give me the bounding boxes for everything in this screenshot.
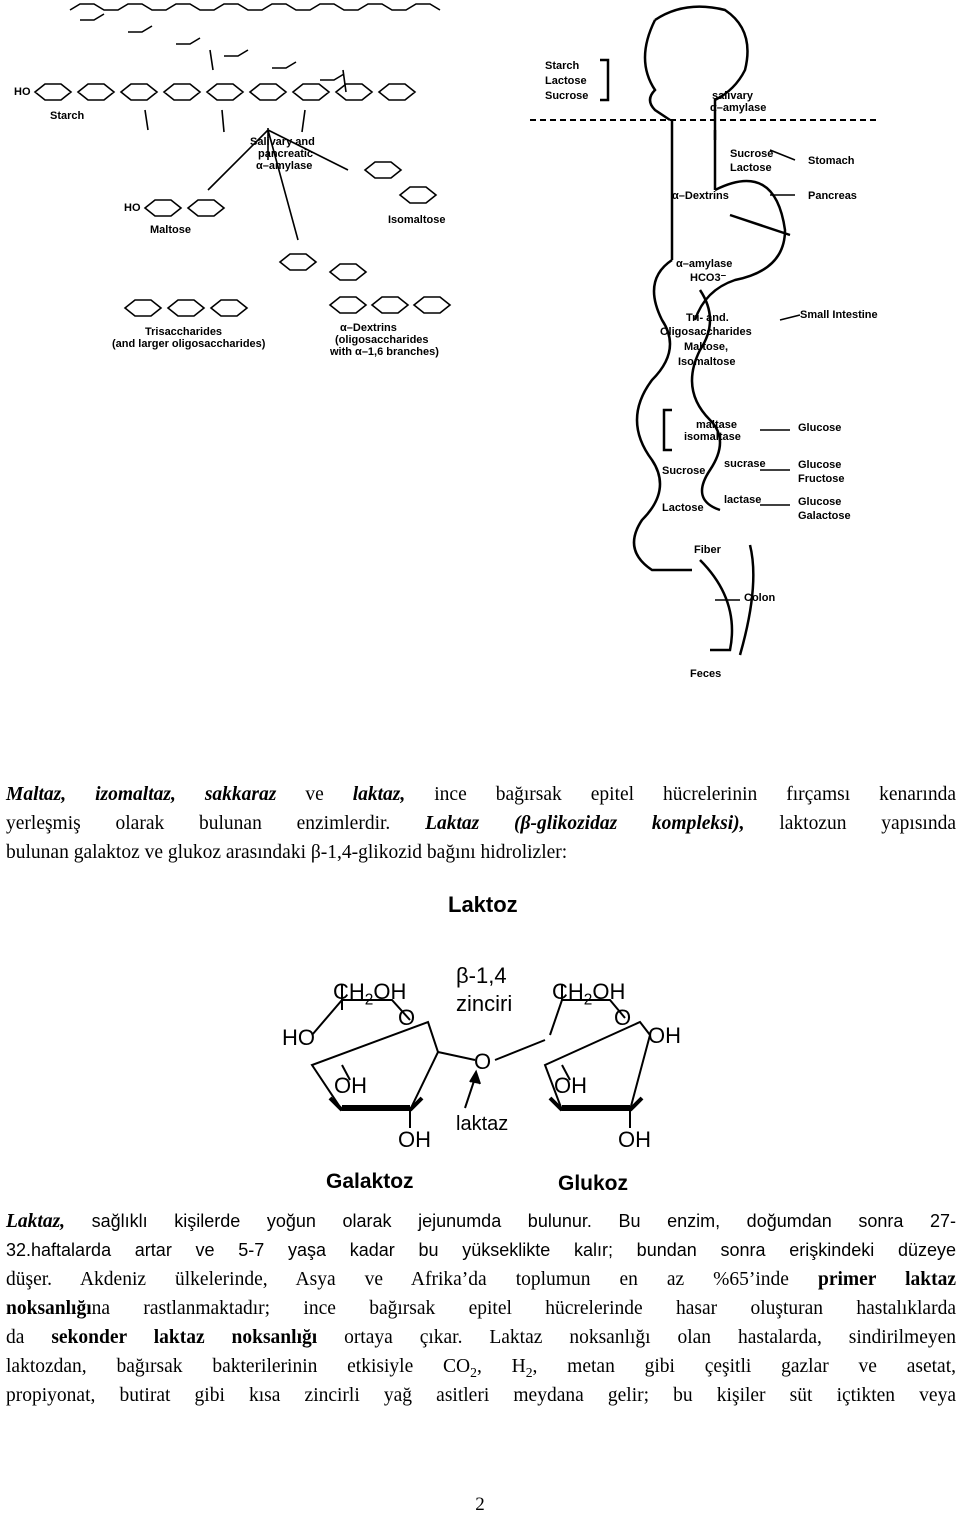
lactase-complex: Laktaz (β-glikozidaz kompleksi), xyxy=(425,813,745,834)
stomach-lactose: Lactose xyxy=(730,162,772,174)
text-line4: na rastlanmaktadır; ince bağırsak epitel hücrelerinde hasar oluşturan hastalıklarda xyxy=(91,1298,956,1319)
laktaz-label: laktaz xyxy=(456,1113,509,1135)
page-number: 2 xyxy=(475,1494,485,1515)
text-line5: ortaya çıkar. Laktaz noksanlığı olan hastalarda, sindirilmeyen xyxy=(317,1327,956,1348)
fiber-label: Fiber xyxy=(694,544,721,556)
glucose-label-3: Glucose xyxy=(798,496,842,508)
oligo-label-3: Maltose, xyxy=(684,341,729,353)
text-line3: düşer. Akdeniz ülkelerinde, Asya ve Afrika’da toplumun en az %65’inde xyxy=(6,1269,818,1290)
dextrins-label: α–Dextrins xyxy=(672,190,729,202)
glucose-oh-1: OH xyxy=(648,1023,681,1048)
galaktoz-label: Galaktoz xyxy=(326,1170,414,1193)
co2-subscript: 2 xyxy=(470,1364,477,1380)
isomaltase-label: isomaltase xyxy=(684,431,741,443)
salivary-label-1: salivary xyxy=(712,90,753,102)
text-da: da xyxy=(6,1327,52,1348)
stomach-sucrose: Sucrose xyxy=(730,148,774,160)
galactose-ch2oh xyxy=(333,979,407,1009)
oligo-label-1: Tri- and. xyxy=(686,312,729,324)
glucose-label-2: Glucose xyxy=(798,459,842,471)
enzyme-names: Maltaz, izomaltaz, sakkaraz xyxy=(6,784,277,805)
text-h: , H xyxy=(476,1356,526,1377)
oh-text: OH xyxy=(592,979,626,1004)
galactose-ring-o: O xyxy=(398,1005,416,1030)
dextrins-label-1: α–Dextrins xyxy=(340,322,397,334)
para2-line3 xyxy=(6,1265,956,1294)
fructose-label: Fructose xyxy=(798,473,845,485)
text-and: ve xyxy=(276,784,353,805)
chain-label: zinciri xyxy=(456,991,513,1016)
enzyme-label-3: α–amylase xyxy=(256,160,313,172)
amylase-label: α–amylase xyxy=(676,258,733,270)
para2-line1 xyxy=(6,1207,956,1236)
glycosidic-o: O xyxy=(474,1049,492,1074)
lactase-label: lactase xyxy=(724,494,762,506)
paragraph-lactase-deficiency xyxy=(6,1207,956,1410)
glukoz-label: Glukoz xyxy=(558,1172,629,1195)
maltose-label: Maltose xyxy=(150,224,191,236)
laktoz-title: Laktoz xyxy=(448,892,518,917)
beta-bond-label: β-1,4 xyxy=(456,963,507,988)
hco3-label: HCO3⁻ xyxy=(690,272,727,284)
trisaccharides-label-1: Trisaccharides xyxy=(145,326,223,338)
bracket-starch: Starch xyxy=(545,60,580,72)
para1-line3: bulunan galaktoz ve glukoz arasındaki β-1,4-glikozid bağını hidrolizler: xyxy=(6,842,568,863)
primary-lactase-term: primer laktaz xyxy=(817,1269,956,1290)
sub-2: 2 xyxy=(583,991,593,1009)
sucrase-label: sucrase xyxy=(724,458,766,470)
galactose-label: Galactose xyxy=(798,510,851,522)
glucose-ch2oh xyxy=(552,979,626,1009)
para2-line2: 32.haftalarda artar ve 5-7 yaşa kadar bu yükseklikte kalır; bundan sonra erişkindeki düzeye xyxy=(6,1240,956,1260)
galactose-oh-2: OH xyxy=(334,1073,367,1098)
colon-label: Colon xyxy=(744,592,776,604)
text-structure: laktozun yapısında xyxy=(744,813,956,834)
feces-label: Feces xyxy=(690,668,722,680)
galactose-ho: HO xyxy=(282,1025,315,1050)
para2-line7: propiyonat, butirat gibi kısa zincirli yağ asitleri meydana gelir; bu kişiler süt içtikten veya xyxy=(6,1385,956,1406)
pancreas-label: Pancreas xyxy=(808,190,857,202)
para2-line5 xyxy=(6,1323,956,1352)
text-line1: sağlıklı kişilerde yoğun olarak jejunumda bulunur. Bu enzim, doğumdan sonra 27- xyxy=(65,1211,956,1231)
oh-text: OH xyxy=(373,979,407,1004)
lactase-term: laktaz, xyxy=(352,784,406,805)
stomach-label: Stomach xyxy=(808,155,855,167)
enzyme-label-2: pancreatic xyxy=(258,148,314,160)
lactose-label: Lactose xyxy=(662,502,704,514)
ch-text: CH xyxy=(552,979,584,1004)
maltase-label: maltase xyxy=(696,419,737,431)
glucose-label-1: Glucose xyxy=(798,422,842,434)
glucose-ring-o: O xyxy=(614,1005,632,1030)
bracket-lactose: Lactose xyxy=(545,75,587,87)
oligo-label-2: Oligosaccharides xyxy=(660,326,752,338)
para2-line4 xyxy=(6,1294,956,1323)
sucrose-label: Sucrose xyxy=(662,465,706,477)
text-located: yerleşmiş olarak bulunan enzimlerdir. xyxy=(6,813,426,834)
oligo-label-4: Isomaltose xyxy=(678,356,736,368)
small-intestine-label: Small Intestine xyxy=(800,309,878,321)
h2-subscript: 2 xyxy=(525,1364,533,1380)
para2-line6 xyxy=(6,1352,956,1381)
ho-label: HO xyxy=(14,86,31,98)
text-line6a: laktozdan, bağırsak bakterilerinin etkisiyle CO xyxy=(6,1356,471,1377)
glucose-oh-2: OH xyxy=(554,1073,587,1098)
secondary-deficiency-term: sekonder laktaz noksanlığı xyxy=(51,1327,318,1348)
glucose-oh-3: OH xyxy=(618,1127,651,1152)
dextrins-label-3: with α–1,6 branches) xyxy=(330,346,439,358)
deficiency-term: noksanlığı xyxy=(6,1298,92,1319)
isomaltose-label: Isomaltose xyxy=(388,214,446,226)
maltose-ho: HO xyxy=(124,202,141,214)
ch-text: CH xyxy=(333,979,365,1004)
text-line6e: , metan gibi çeşitli gazlar ve asetat, xyxy=(532,1356,956,1377)
salivary-label-2: α–amylase xyxy=(710,102,767,114)
trisaccharides-label-2: (and larger oligosaccharides) xyxy=(112,338,266,350)
text-rest: ince bağırsak epitel hücrelerinin fırçamsı kenarında xyxy=(405,784,956,805)
bracket-sucrose: Sucrose xyxy=(545,90,589,102)
dextrins-label-2: (oligosaccharides xyxy=(335,334,429,346)
galactose-oh-3: OH xyxy=(398,1127,431,1152)
enzyme-label-1: Salivary and xyxy=(250,136,315,148)
sub-2: 2 xyxy=(364,991,374,1009)
starch-label: Starch xyxy=(50,110,85,122)
lactase-term: Laktaz, xyxy=(6,1211,66,1232)
